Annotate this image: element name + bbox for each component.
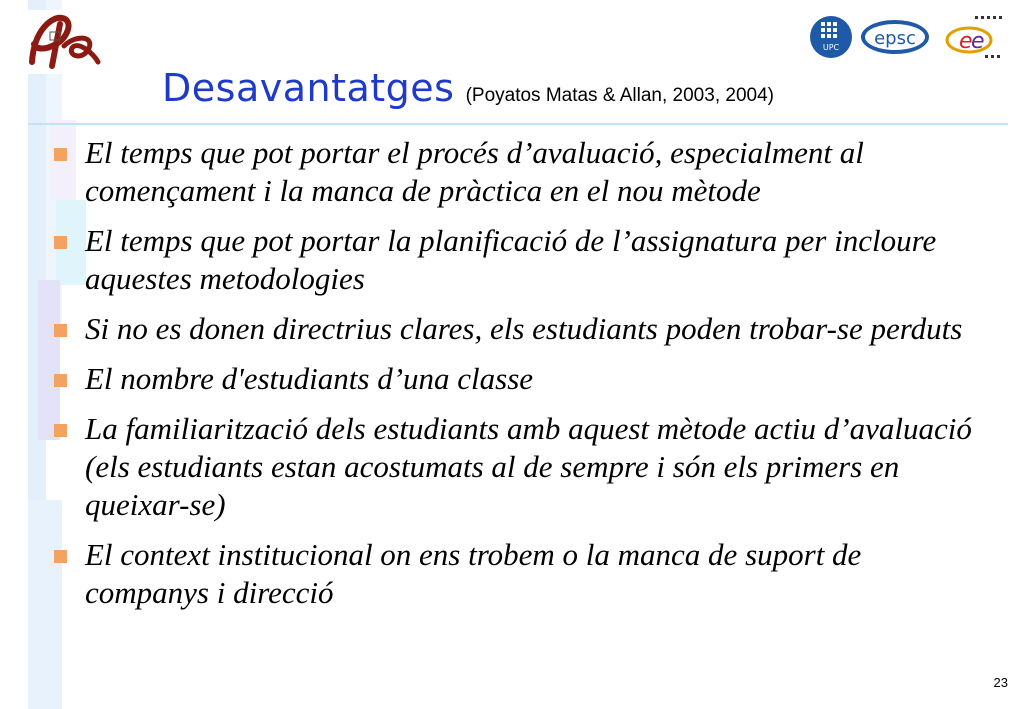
svg-text:e: e [971, 29, 985, 54]
page-number: 23 [993, 675, 1008, 690]
bullet-text: Si no es donen directrius clares, els estudiants poden trobar-se perduts [85, 311, 963, 346]
bullet-icon [54, 324, 67, 337]
epsc-logo [861, 20, 929, 54]
bullet-icon [54, 550, 67, 563]
ee-logo [947, 16, 1002, 58]
list-item [50, 310, 985, 348]
bullet-text: El context institucional on ens trobem o la manca de suport de companys i direcció [85, 537, 862, 610]
list-item [50, 134, 985, 210]
list-item [50, 410, 985, 524]
bullet-list [50, 134, 985, 624]
upc-logo [810, 16, 852, 58]
list-item [50, 536, 985, 612]
slide-title-row [162, 66, 774, 110]
university-logo [22, 10, 102, 74]
bullet-text: El temps que pot portar la planificació de l’assignatura per incloure aquestes metodologies [85, 223, 937, 296]
svg-text:epsc: epsc [874, 28, 916, 49]
svg-text:UPC: UPC [822, 43, 840, 52]
list-item [50, 222, 985, 298]
bullet-text: El temps que pot portar el procés d’avaluació, especialment al començament i la manca de pràctica en el nou mètode [85, 135, 864, 208]
svg-text:e: e [959, 29, 973, 54]
slide-title: Desavantatges [162, 66, 455, 110]
bullet-text: La familiarització dels estudiants amb aquest mètode actiu d’avaluació (els estudiants estan acostumats al de sempre i són els primers en queixar-se) [85, 411, 972, 522]
slide-citation: (Poyatos Matas & Allan, 2003, 2004) [465, 85, 774, 106]
list-item [50, 360, 985, 398]
title-divider [28, 123, 1008, 125]
bullet-icon [54, 424, 67, 437]
bullet-icon [54, 148, 67, 161]
bullet-icon [54, 374, 67, 387]
bullet-icon [54, 236, 67, 249]
bullet-text: El nombre d'estudiants d’una classe [85, 361, 534, 396]
institution-logos [809, 12, 1014, 62]
